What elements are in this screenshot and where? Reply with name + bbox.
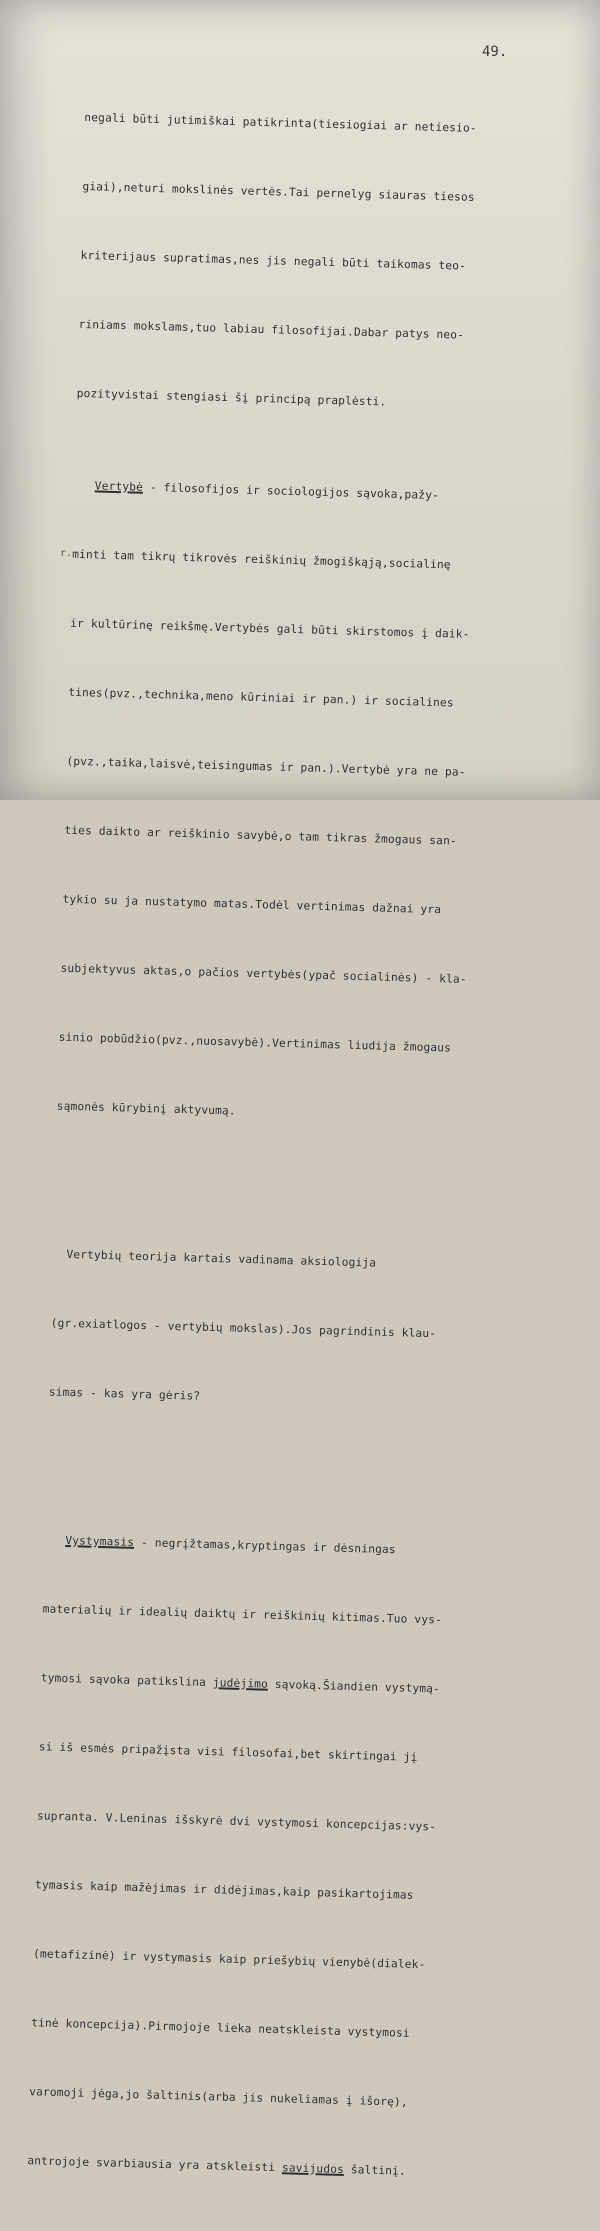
paragraph-gap <box>46 1472 516 1495</box>
text-line: (pvz.,taika,laisvė,teisingumas ir pan.).Vertybė yra ne pa- <box>66 754 466 779</box>
text-line: negali būti jutimiškai patikrinta(tiesiogiai ar netiesio- <box>84 110 477 135</box>
text-line: simas - kas yra gėris? <box>48 1385 201 1403</box>
text-fragment: tymosi sąvoka patikslina <box>40 1671 214 1690</box>
page-number: 49. <box>482 44 508 60</box>
text-line: pozityvistai stengiasi šį principą praplėsti. <box>76 386 387 409</box>
text-line: (gr.exiatlogos - vertybių mokslas).Jos pagrindinis klau- <box>50 1316 437 1341</box>
text-line: ties daikto ar reiškinio savybė,o tam tikras žmogaus san- <box>64 823 457 848</box>
term-savijudos: savijudos <box>281 2161 345 2177</box>
term-vystymasis: Vystymasis <box>65 1534 135 1549</box>
text-line <box>44 1528 514 1564</box>
text-line: riniams mokslams,tuo labiau filosofijai.Dabar patys neo- <box>78 317 465 342</box>
text-line <box>40 1666 510 1702</box>
text-line: sinio pobūdžio(pvz.,nuosavybė).Vertinimas liudija žmogaus <box>58 1030 452 1055</box>
text-line: (metafizinė) ir vystymasis kaip priešybių vienybė(dialek- <box>32 1947 426 1972</box>
term-vertybe: Vertybė <box>94 479 144 494</box>
margin-mark: r. <box>60 548 73 559</box>
paragraph-gap <box>54 1187 524 1210</box>
text-line: giai),neturi mokslinės vertės.Tai pernelyg siauras tiesos <box>82 179 475 204</box>
term-judejimo: judėjimo <box>212 1676 269 1691</box>
text-line: Vertybių teorija kartais vadinama aksiologija <box>52 1247 377 1270</box>
text-line <box>27 2149 497 2185</box>
text-line: materialių ir idealių daiktų ir reiškinių kitimas.Tuo vys- <box>42 1602 443 1627</box>
text-line: ir kultūrinę reikšmę.Vertybės gali būti skirstomos į daik- <box>70 616 470 641</box>
typewritten-text <box>26 60 556 2231</box>
text-line <box>74 474 544 510</box>
text-fragment: sąvoką.Šiandien vystymą- <box>267 1677 441 1696</box>
text-line: kriterijaus supratimas,nes jis negali būti taikomas teo- <box>80 248 467 273</box>
text-fragment: antrojoje svarbiausia yra atskleisti <box>27 2154 283 2175</box>
text-line: varomoji jėga,jo šaltinis(arba jis nukeliamas į išorę), <box>29 2085 408 2109</box>
text-fragment: - filosofijos ir sociologijos sąvoka,pažy- <box>142 480 440 503</box>
text-line: si iš esmės pripažįsta visi filosofai,bet skirtingai jį <box>38 1740 418 1764</box>
text-line: tines(pvz.,technika,meno kūriniai ir pan.) ir socialines <box>68 685 454 710</box>
text-line: sąmonės kūrybinį aktyvumą. <box>56 1099 236 1118</box>
text-fragment: - negrįžtamas,kryptingas ir dėsningas <box>133 1535 396 1557</box>
text-line: tinė koncepcija).Pirmojoje lieka neatskleista vystymosi <box>30 2016 410 2040</box>
text-line: tykio su ja nustatymo matas.Todėl vertinimas dažnai yra <box>62 892 442 917</box>
text-line: tymasis kaip mažėjimas ir didėjimas,kaip pasikartojimas <box>34 1878 414 1902</box>
text-line: subjektyvus aktas,o pačios vertybės(ypač socialinės) - kla- <box>60 961 467 986</box>
text-line: minti tam tikrų tikrovės reiškinių žmogiškąją,socialinę <box>72 547 451 572</box>
text-line: supranta. V.Leninas išskyrė dvi vystymosi koncepcijas:vys- <box>36 1809 437 1834</box>
text-fragment: šaltinį. <box>343 2163 407 2178</box>
